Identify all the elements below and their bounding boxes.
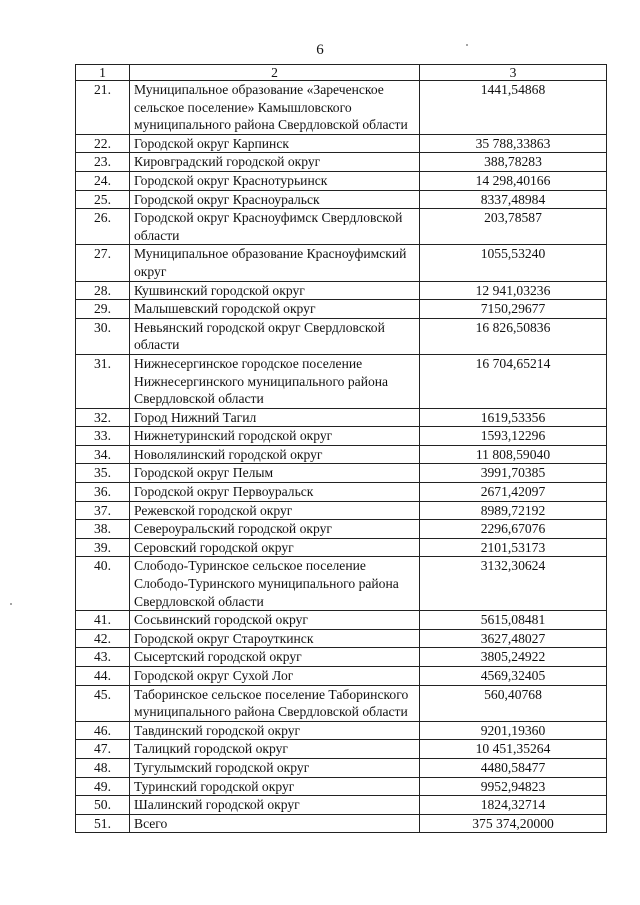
row-number: 50. [76,796,130,815]
row-number: 45. [76,685,130,721]
table-row [76,354,607,408]
municipality-name: Муниципальное образование «Зареченское сельское поселение» Камышловского муниципального района Свердловской области [130,81,420,135]
municipality-name: Город Нижний Тагил [130,408,420,427]
municipality-name: Городской округ Первоуральск [130,483,420,502]
amount-value: 9201,19360 [420,721,607,740]
row-number: 29. [76,300,130,319]
municipality-name: Городской округ Краснотурьинск [130,171,420,190]
row-number: 25. [76,190,130,209]
table-row [76,796,607,815]
municipality-name: Тугулымский городской округ [130,758,420,777]
table-row [76,814,607,833]
row-number: 35. [76,464,130,483]
table-row [76,300,607,319]
municipality-name: Нижнетуринский городской округ [130,427,420,446]
municipality-name: Сосьвинский городской округ [130,611,420,630]
municipality-name: Сысертский городской округ [130,648,420,667]
municipality-name: Городской округ Карпинск [130,134,420,153]
row-number: 23. [76,153,130,172]
table-row [76,648,607,667]
table-row [76,408,607,427]
amount-value: 4569,32405 [420,667,607,686]
municipality-name: Новолялинский городской округ [130,445,420,464]
table-row [76,758,607,777]
amount-value: 14 298,40166 [420,171,607,190]
amount-value: 560,40768 [420,685,607,721]
table-row [76,134,607,153]
table-row [76,318,607,354]
row-number: 41. [76,611,130,630]
table-row [76,629,607,648]
row-number: 38. [76,520,130,539]
header-col-2: 2 [130,65,420,81]
amount-value: 9952,94823 [420,777,607,796]
municipality-name: Городской округ Пелым [130,464,420,483]
row-number: 31. [76,354,130,408]
row-number: 32. [76,408,130,427]
table-row [76,777,607,796]
amount-value: 8337,48984 [420,190,607,209]
table-body [76,81,607,833]
header-col-3: 3 [420,65,607,81]
page-number: 6 [316,42,324,58]
amount-value: 11 808,59040 [420,445,607,464]
amount-value: 1593,12296 [420,427,607,446]
municipality-name: Слободо-Туринское сельское поселение Слободо-Туринского муниципального района Свердловской области [130,557,420,611]
row-number: 42. [76,629,130,648]
row-number: 43. [76,648,130,667]
amount-value: 1619,53356 [420,408,607,427]
amount-value: 203,78587 [420,209,607,245]
row-number: 39. [76,538,130,557]
table-row [76,483,607,502]
municipality-name: Тавдинский городской округ [130,721,420,740]
table-row [76,281,607,300]
municipality-name: Шалинский городской округ [130,796,420,815]
table-row [76,153,607,172]
row-number: 40. [76,557,130,611]
municipality-name: Талицкий городской округ [130,740,420,759]
amount-value: 3132,30624 [420,557,607,611]
scan-speck [466,44,468,46]
municipality-name: Невьянский городской округ Свердловской области [130,318,420,354]
row-number: 28. [76,281,130,300]
amount-value: 7150,29677 [420,300,607,319]
amount-value: 2101,53173 [420,538,607,557]
row-number: 21. [76,81,130,135]
table-row [76,190,607,209]
table-row [76,245,607,281]
table-row [76,445,607,464]
amount-value: 3991,70385 [420,464,607,483]
row-number: 47. [76,740,130,759]
amount-value: 2671,42097 [420,483,607,502]
amount-value: 3805,24922 [420,648,607,667]
amount-value: 16 704,65214 [420,354,607,408]
municipality-name: Городской округ Сухой Лог [130,667,420,686]
table-row [76,171,607,190]
row-number: 27. [76,245,130,281]
header-col-1: 1 [76,65,130,81]
table-row [76,721,607,740]
amount-value: 12 941,03236 [420,281,607,300]
row-number: 37. [76,501,130,520]
table-row [76,81,607,135]
row-number: 34. [76,445,130,464]
row-number: 51. [76,814,130,833]
municipality-name: Кировградский городской округ [130,153,420,172]
row-number: 36. [76,483,130,502]
amount-value: 388,78283 [420,153,607,172]
amount-value: 375 374,20000 [420,814,607,833]
row-number: 44. [76,667,130,686]
municipality-name: Всего [130,814,420,833]
amount-value: 16 826,50836 [420,318,607,354]
table-row [76,501,607,520]
municipality-name: Нижнесергинское городское поселение Нижнесергинского муниципального района Свердловской области [130,354,420,408]
municipality-name: Городской округ Красноуральск [130,190,420,209]
table-row [76,427,607,446]
municipality-name: Городской округ Красноуфимск Свердловской области [130,209,420,245]
table-row [76,520,607,539]
municipality-name: Туринский городской округ [130,777,420,796]
amount-value: 5615,08481 [420,611,607,630]
table-row [76,538,607,557]
municipality-name: Североуральский городской округ [130,520,420,539]
amount-value: 3627,48027 [420,629,607,648]
row-number: 46. [76,721,130,740]
table-row [76,740,607,759]
municipality-name: Кушвинский городской округ [130,281,420,300]
row-number: 24. [76,171,130,190]
amount-value: 10 451,35264 [420,740,607,759]
municipality-name: Городской округ Староуткинск [130,629,420,648]
table-row [76,209,607,245]
municipality-name: Малышевский городской округ [130,300,420,319]
municipality-name: Режевской городской округ [130,501,420,520]
table-row [76,557,607,611]
row-number: 49. [76,777,130,796]
amount-value: 35 788,33863 [420,134,607,153]
amount-value: 1055,53240 [420,245,607,281]
table-row [76,667,607,686]
scan-speck [10,603,12,605]
municipality-name: Серовский городской округ [130,538,420,557]
row-number: 30. [76,318,130,354]
amount-value: 8989,72192 [420,501,607,520]
row-number: 26. [76,209,130,245]
table-row [76,611,607,630]
amount-value: 1824,32714 [420,796,607,815]
row-number: 22. [76,134,130,153]
table-header [76,65,607,81]
amount-value: 4480,58477 [420,758,607,777]
row-number: 48. [76,758,130,777]
row-number: 33. [76,427,130,446]
municipality-name: Муниципальное образование Красноуфимский округ [130,245,420,281]
municipality-name: Таборинское сельское поселение Таборинского муниципального района Свердловской области [130,685,420,721]
table-row [76,685,607,721]
amount-value: 2296,67076 [420,520,607,539]
amount-value: 1441,54868 [420,81,607,135]
allocation-table [75,64,607,833]
header-row [76,65,607,81]
table-row [76,464,607,483]
